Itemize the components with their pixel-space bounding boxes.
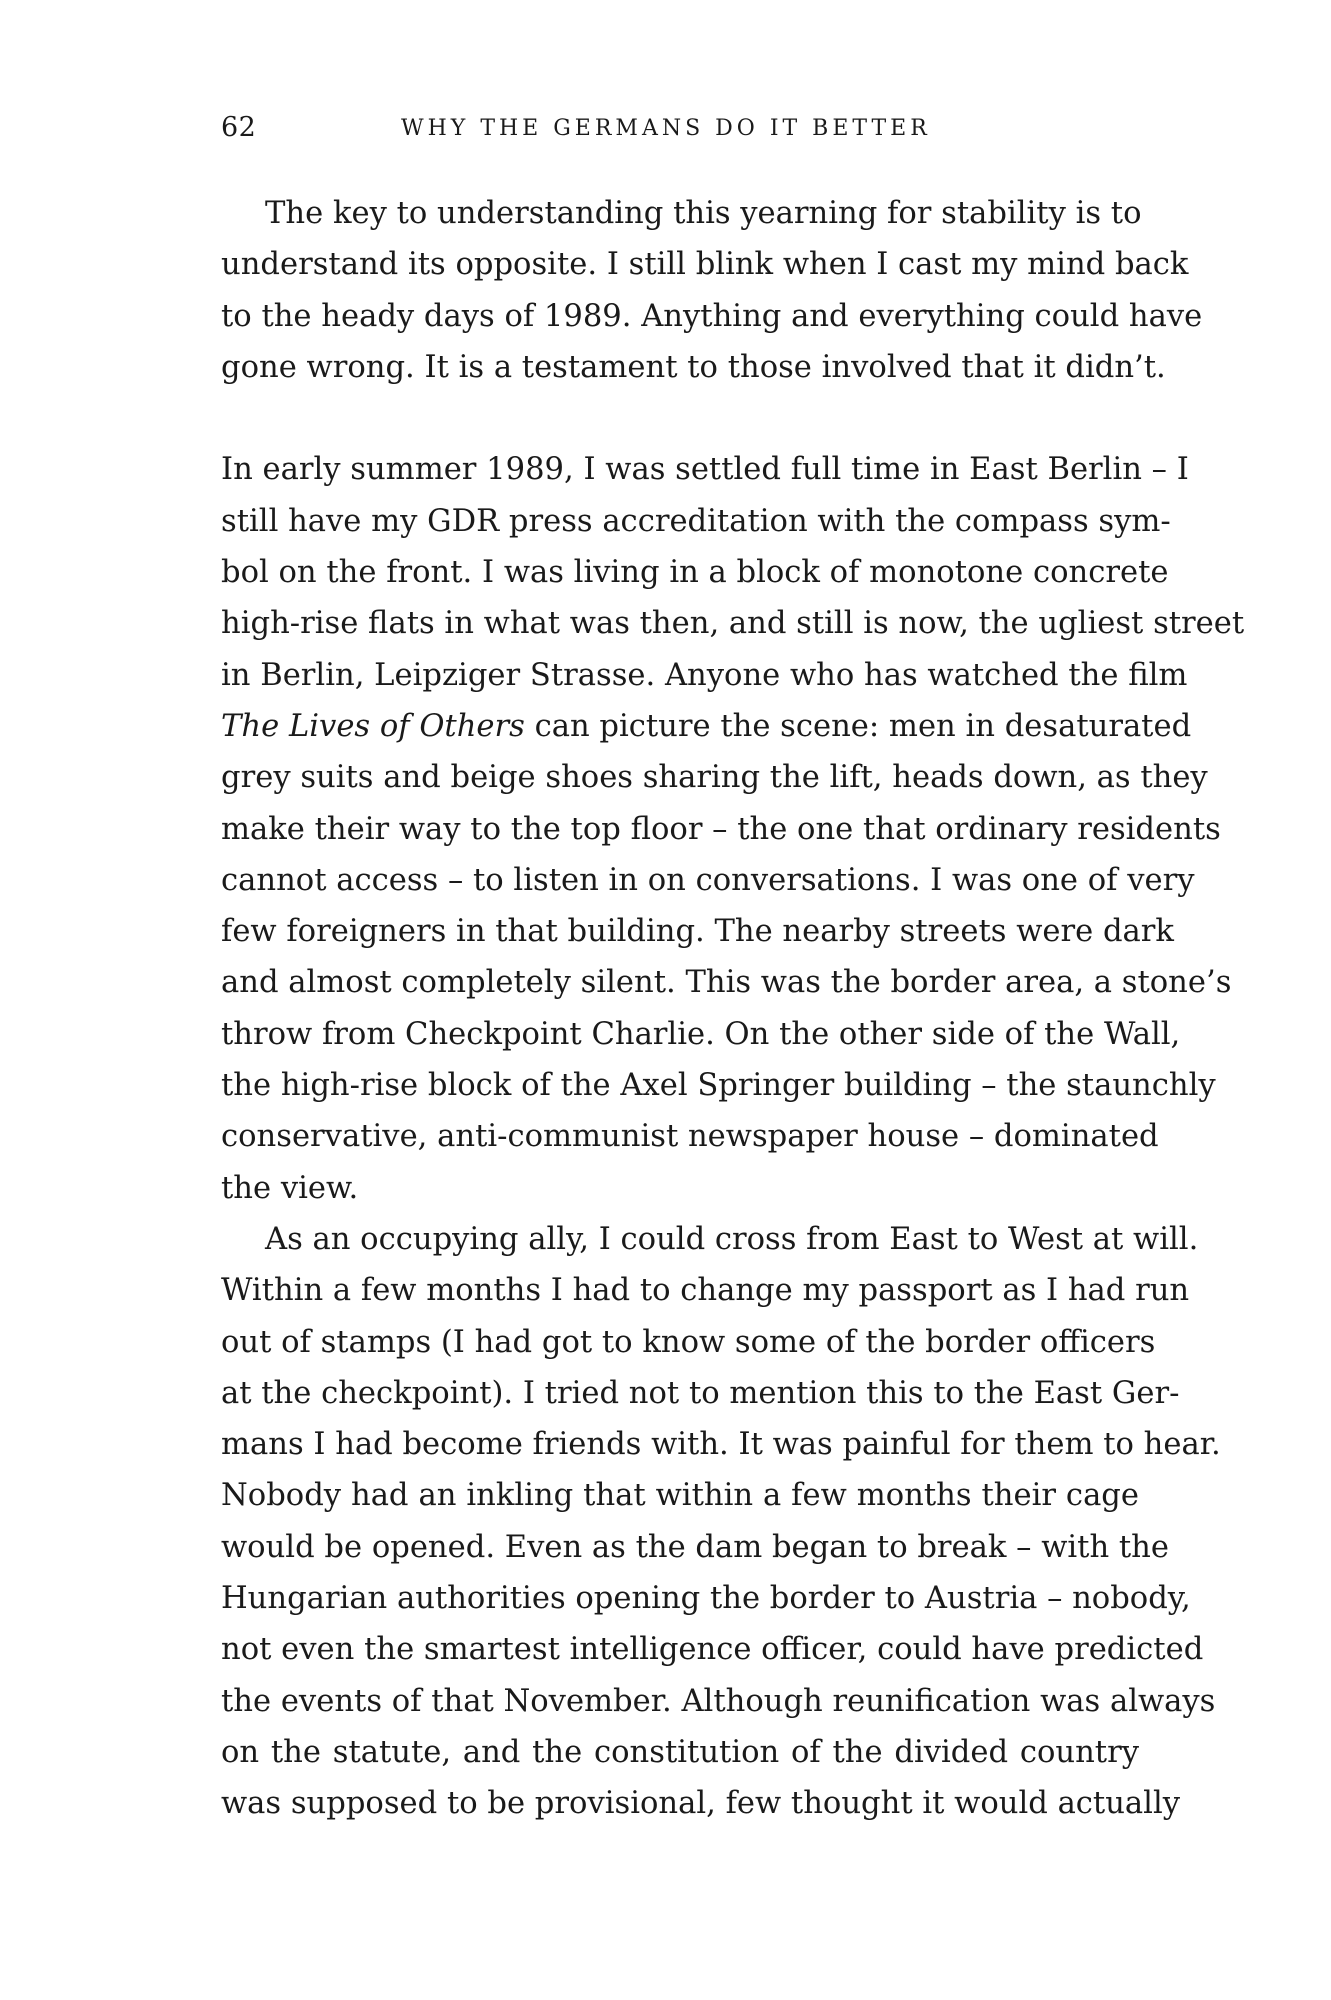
text-line: make their way to the top floor – the one that ordinary residents (221, 811, 1221, 847)
text-line: As an occupying ally, I could cross from East to West at will. (265, 1221, 1199, 1257)
text-line: The key to understanding this yearning for stability is to (265, 196, 1142, 231)
text-line: in Berlin, Leipziger Strasse. Anyone who has watched the film (221, 657, 1188, 693)
text-line: conservative, anti-communist newspaper house – dominated (221, 1119, 1159, 1155)
body-text (221, 188, 1245, 1830)
text-line (221, 701, 1192, 752)
text-line: at the checkpoint). I tried not to mention this to the East Ger- (221, 1375, 1180, 1411)
text-line: few foreigners in that building. The nearby streets were dark (221, 914, 1174, 950)
text-fragment: can picture the scene: men in desaturated (524, 708, 1192, 744)
text-line: to the heady days of 1989. Anything and everything could have (221, 298, 1203, 334)
text-line: Nobody had an inkling that within a few months their cage (221, 1478, 1139, 1514)
text-line: bol on the front. I was living in a block of monotone concrete (221, 555, 1169, 591)
text-line: the high-rise block of the Axel Springer building – the staunchly (221, 1068, 1216, 1104)
section-break (221, 393, 1139, 444)
text-line: cannot access – to listen in on conversations. I was one of very (221, 862, 1195, 898)
text-line: and almost completely silent. This was the border area, a stone’s (221, 965, 1232, 1001)
text-line: would be opened. Even as the dam began to break – with the (221, 1529, 1169, 1565)
text-line: the view. (221, 1170, 359, 1206)
text-line: gone wrong. It is a testament to those involved that it didn’t. (221, 349, 1166, 385)
paragraph (221, 1214, 1221, 1830)
text-line: Hungarian authorities opening the border to Austria – nobody, (221, 1581, 1191, 1617)
page-header (221, 112, 1141, 152)
page-number: 62 (221, 112, 257, 143)
text-line: still have my GDR press accreditation with the compass sym- (221, 503, 1171, 539)
text-line: mans I had become friends with. It was painful for them to hear. (221, 1427, 1221, 1463)
film-title: The Lives of Others (221, 708, 525, 744)
text-line: not even the smartest intelligence officer, could have predicted (221, 1632, 1204, 1668)
text-line: the events of that November. Although reunification was always (221, 1683, 1216, 1719)
text-line: grey suits and beige shoes sharing the lift, heads down, as they (221, 760, 1208, 796)
text-line: was supposed to be provisional, few thought it would actually (221, 1786, 1181, 1822)
text-line: In early summer 1989, I was settled full time in East Berlin – I (221, 452, 1189, 488)
running-head: WHY THE GERMANS DO IT BETTER (401, 116, 931, 141)
text-line: Within a few months I had to change my passport as I had run (221, 1273, 1190, 1309)
text-line: understand its opposite. I still blink when I cast my mind back (221, 247, 1189, 283)
text-line: high-rise flats in what was then, and still is now, the ugliest street (221, 606, 1245, 642)
paragraph (221, 444, 1245, 1213)
paragraph (221, 188, 1203, 393)
text-line: throw from Checkpoint Charlie. On the other side of the Wall, (221, 1016, 1181, 1052)
text-line: out of stamps (I had got to know some of the border officers (221, 1324, 1156, 1360)
text-line: on the statute, and the constitution of the divided country (221, 1734, 1139, 1770)
